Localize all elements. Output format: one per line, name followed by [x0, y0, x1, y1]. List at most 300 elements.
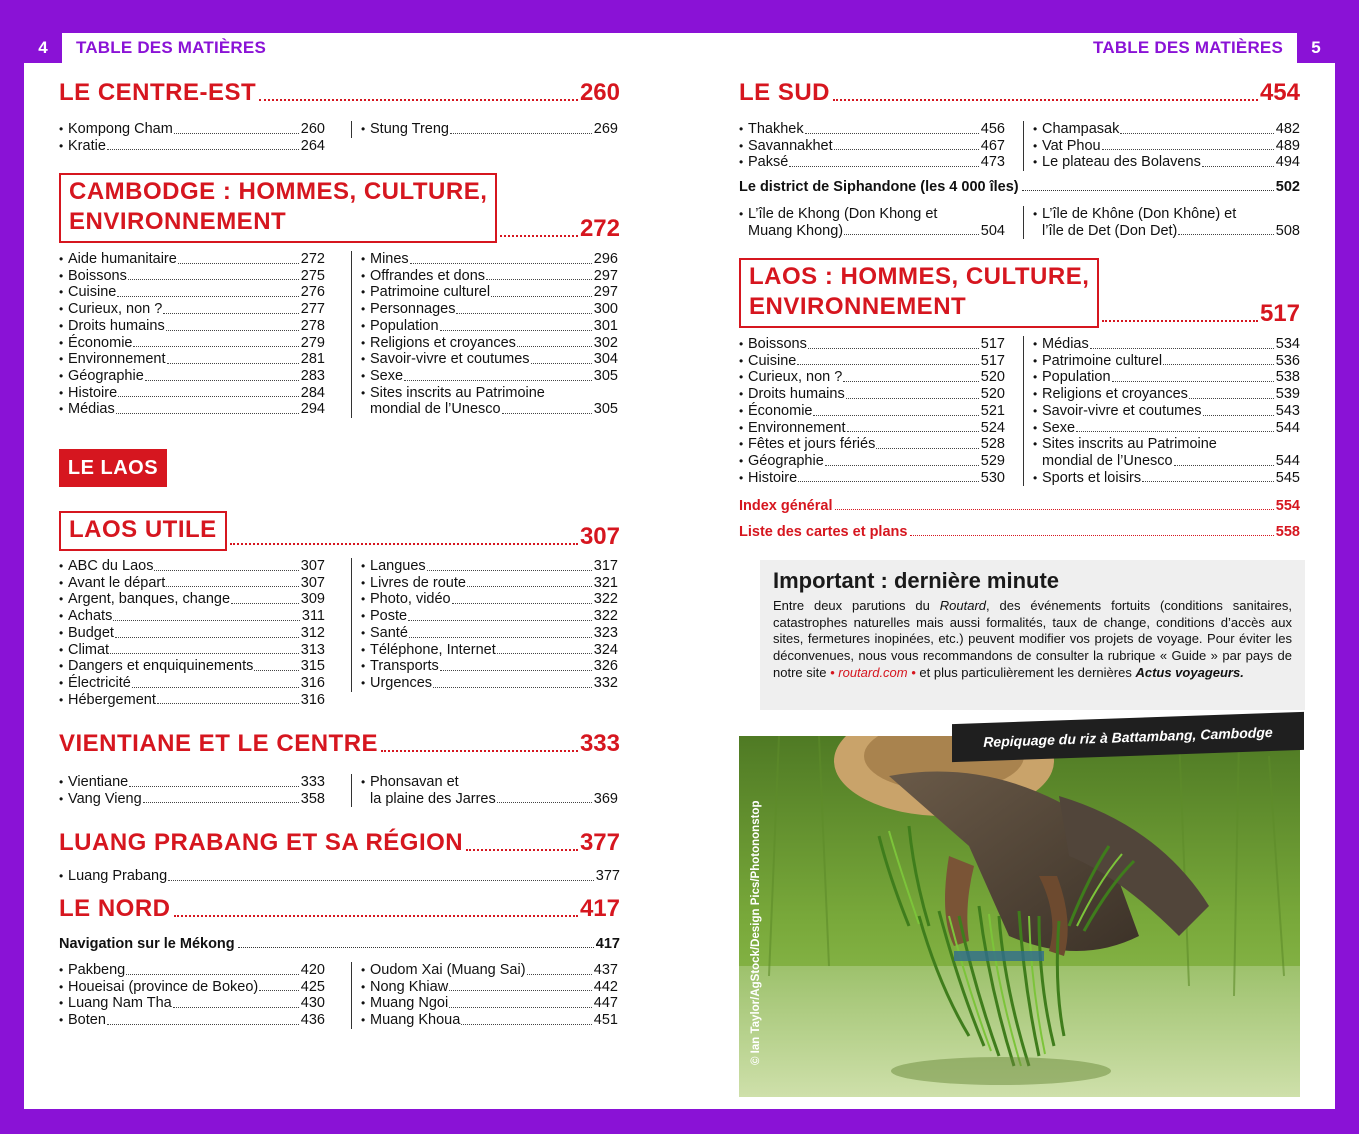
toc-column: [59, 251, 325, 418]
toc-item-label: Vang Vieng: [68, 790, 142, 807]
toc-item[interactable]: [361, 591, 618, 608]
toc-item-page: 517: [980, 352, 1005, 369]
toc-item-label: Muang Ngoi: [370, 995, 449, 1012]
toc-item-page: 539: [1275, 386, 1300, 403]
toc-item-page: 269: [593, 121, 618, 137]
section-vientiane[interactable]: [59, 730, 620, 758]
toc-item-label: Offrandes et dons: [370, 267, 486, 284]
toc-item[interactable]: [361, 268, 618, 285]
toc-item[interactable]: [59, 401, 325, 418]
toc-item[interactable]: [361, 608, 618, 625]
toc-item[interactable]: [59, 138, 325, 155]
section-cambodge[interactable]: [59, 173, 620, 243]
toc-item[interactable]: [361, 642, 618, 659]
section-title: LE NORD: [59, 895, 171, 922]
bullet: •: [739, 420, 744, 435]
bullet: •: [361, 963, 366, 977]
bullet: •: [361, 285, 366, 300]
toc-item-label: Économie: [748, 402, 813, 419]
toc-item-label: Patrimoine culturel: [1042, 352, 1163, 369]
toc-item-page: 420: [300, 962, 325, 978]
leader-dots: [157, 703, 299, 704]
bullet: •: [59, 592, 64, 607]
toc-item-label: Vat Phou: [1042, 137, 1101, 154]
section-page: 272: [579, 215, 620, 242]
toc-item[interactable]: [59, 774, 325, 791]
bullet: •: [361, 122, 366, 136]
toc-item-label: Thakhek: [748, 121, 804, 137]
toc-item[interactable]: [361, 121, 618, 138]
toc-item-page: 305: [593, 401, 618, 418]
toc-item[interactable]: [739, 403, 1005, 420]
toc-item-page: 358: [300, 790, 325, 807]
leader-dots: [452, 603, 592, 604]
toc-item-page: 536: [1275, 352, 1300, 369]
leader-dots: [163, 313, 298, 314]
section-title: LE CENTRE-EST: [59, 79, 257, 106]
toc-item[interactable]: • Sports et loisirs 545: [1033, 469, 1300, 486]
toc-item[interactable]: [59, 962, 325, 979]
toc-item[interactable]: [739, 386, 1005, 403]
bullet: •: [361, 592, 366, 607]
bullet: •: [59, 675, 64, 690]
toc-item-page: 300: [593, 301, 618, 318]
toc-item[interactable]: [361, 995, 618, 1012]
leader-dots: [1076, 431, 1274, 432]
toc-item-label: la plaine des Jarres: [370, 790, 496, 807]
toc-item[interactable]: [361, 351, 618, 368]
bullet: •: [59, 692, 64, 707]
toc-item[interactable]: [1033, 336, 1300, 353]
toc-item-multiline[interactable]: • Sites inscrits au Patrimoine mondial de l’Unesco 544: [1033, 436, 1300, 469]
toc-item[interactable]: [59, 625, 325, 642]
toc-item-label: Champasak: [1042, 121, 1120, 137]
toc-item-label: Boissons: [68, 267, 127, 284]
toc-item-label: Santé: [370, 624, 408, 641]
toc-subsection[interactable]: [739, 179, 1300, 195]
toc-item[interactable]: [739, 453, 1005, 470]
toc-item[interactable]: [59, 284, 325, 301]
toc-item-label: Sites inscrits au Patrimoine: [1042, 436, 1217, 453]
bullet: •: [1033, 370, 1038, 385]
section-luang-prabang[interactable]: [59, 829, 620, 857]
toc-column: [1023, 336, 1300, 486]
leader-dots: [107, 1024, 299, 1025]
toc-item-label: mondial de l’Unesco: [1042, 452, 1173, 469]
toc-item-label: Livres de route: [370, 574, 466, 591]
toc-item-page: 283: [300, 367, 325, 384]
toc-item[interactable]: [59, 558, 325, 575]
toc-item-page: 332: [593, 674, 618, 691]
leader-dots: [456, 313, 591, 314]
toc-item-page: 313: [300, 641, 325, 658]
section-title-line: LAOS : HOMMES, CULTURE,: [749, 263, 1090, 290]
leader-dots: [128, 279, 299, 280]
toc-item-label: Oudom Xai (Muang Sai): [370, 962, 526, 978]
important-text: Entre deux parutions du Routard, des événements fortuits (conditions sanitaires, catastrophes naturelles mais aussi formalités, taux de change, conditions d’accès aux sites, fermetures inopinées, etc.) peuvent modifier vos projets de voyage. Pour éviter les déconvenues, nous vous recommandons de consulter la rubrique « Guide » par pays de notre site • routard.com • et plus particulièrement les dernières Actus voyageurs.: [773, 598, 1292, 680]
toc-item[interactable]: [739, 369, 1005, 386]
leader-dots: [145, 380, 299, 381]
toc-item-label: Photo, vidéo: [370, 591, 451, 608]
toc-item-label: Sites inscrits au Patrimoine: [370, 384, 545, 401]
toc-item-multiline[interactable]: • Phonsavan et la plaine des Jarres 369: [361, 774, 618, 807]
section-page: 307: [579, 523, 620, 550]
bullet: •: [59, 302, 64, 317]
toc-item[interactable]: [361, 301, 618, 318]
toc-index[interactable]: [739, 498, 1300, 514]
leader-dots: [486, 279, 592, 280]
toc-item-label: Population: [370, 317, 439, 334]
toc-item-label: Cuisine: [68, 284, 117, 301]
toc-item-page: 277: [300, 301, 325, 318]
toc-item[interactable]: [1033, 154, 1300, 171]
toc-item[interactable]: [59, 385, 325, 402]
toc-column: [739, 336, 1005, 486]
bullet: •: [59, 1013, 64, 1028]
toc-item[interactable]: [59, 251, 325, 268]
toc-item[interactable]: [361, 335, 618, 352]
bullet: •: [59, 252, 64, 266]
bullet: •: [361, 675, 366, 690]
toc-item[interactable]: [361, 251, 618, 268]
leader-dots: [1090, 348, 1274, 349]
page-number: 5: [1297, 33, 1335, 63]
toc-item[interactable]: [59, 692, 325, 709]
toc-item-page: 333: [300, 774, 325, 790]
section-nord[interactable]: [59, 895, 620, 923]
leader-dots: [143, 802, 299, 803]
toc-column: [351, 774, 618, 807]
toc-item-page: 296: [593, 251, 618, 267]
bullet: •: [361, 1013, 366, 1028]
toc-column: [59, 121, 325, 154]
toc-item-label: Médias: [68, 401, 115, 418]
toc-item[interactable]: [361, 558, 618, 575]
section-title: LAOS UTILE: [59, 511, 227, 551]
toc-item[interactable]: [59, 575, 325, 592]
bullet: •: [739, 122, 744, 136]
bullet: •: [361, 302, 366, 317]
toc-column: [59, 558, 325, 708]
section-title-box: [59, 173, 497, 243]
leader-dots: [440, 670, 592, 671]
toc-item-page: 554: [1275, 498, 1300, 514]
toc-item-page: 544: [1275, 419, 1300, 436]
leader-dots: [825, 465, 979, 466]
toc-item[interactable]: [1033, 386, 1300, 403]
bullet: •: [739, 470, 744, 485]
toc-item-label: Poste: [370, 608, 408, 625]
toc-item-page: 529: [980, 452, 1005, 469]
toc-item[interactable]: [361, 284, 618, 301]
toc-item-label: Mines: [370, 251, 409, 267]
toc-item[interactable]: [739, 121, 1005, 138]
bullet: •: [361, 318, 366, 333]
toc-item-page: 545: [1275, 469, 1300, 486]
toc-cartes[interactable]: [739, 524, 1300, 540]
toc-column: [739, 206, 1005, 239]
toc-item-page: 322: [593, 608, 618, 625]
bullet: •: [739, 155, 744, 170]
toc-item[interactable]: [739, 470, 1005, 487]
toc-item-label: Stung Treng: [370, 121, 449, 137]
toc-item[interactable]: [361, 675, 618, 692]
leader-dots: [404, 380, 592, 381]
toc-item[interactable]: [739, 436, 1005, 453]
bullet: •: [1033, 387, 1038, 402]
toc-item-page: 305: [593, 367, 618, 384]
toc-item-label: Téléphone, Internet: [370, 641, 496, 658]
bullet: •: [361, 352, 366, 367]
leader-dots: [133, 346, 298, 347]
toc-item[interactable]: [59, 1012, 325, 1029]
toc-item-label: Transports: [370, 658, 439, 675]
section-laos-utile[interactable]: [59, 511, 620, 551]
toc-column: [351, 962, 618, 1029]
toc-item-label: Urgences: [370, 674, 433, 691]
toc-item-page: 279: [300, 334, 325, 351]
leader-dots: [789, 166, 978, 167]
leader-dots: [173, 1007, 299, 1008]
photo-illustration: [739, 736, 1300, 1097]
toc-item-label: Dangers et enquiquinements: [68, 658, 254, 675]
leader-dots: [1112, 381, 1274, 382]
toc-item-label: Paksé: [748, 154, 789, 171]
section-page: 260: [579, 79, 620, 106]
bullet: •: [59, 138, 64, 153]
leader-dots: [847, 431, 979, 432]
toc-item-label: Électricité: [68, 674, 131, 691]
toc-item-page: 302: [593, 334, 618, 351]
section-title: LE SUD: [739, 79, 831, 106]
toc-item[interactable]: [739, 420, 1005, 437]
bullet: •: [1033, 420, 1038, 435]
leader-dots: [440, 330, 592, 331]
toc-item[interactable]: [361, 368, 618, 385]
toc-item-page: 489: [1275, 137, 1300, 154]
toc-item[interactable]: [59, 301, 325, 318]
toc-item-page: 324: [593, 641, 618, 658]
leader-dots: [1163, 364, 1274, 365]
bullet: •: [59, 869, 64, 883]
toc-item-page: 544: [1275, 452, 1300, 469]
toc-item[interactable]: [59, 318, 325, 335]
toc-item-label: Avant le départ: [68, 574, 166, 591]
toc-item-page: 534: [1275, 336, 1300, 352]
toc-item-page: 307: [300, 574, 325, 591]
toc-item-label: Navigation sur le Mékong: [59, 936, 235, 952]
leader-dots: [461, 1024, 592, 1025]
toc-item[interactable]: [59, 335, 325, 352]
toc-item[interactable]: [59, 868, 620, 885]
toc-item-label: Patrimoine culturel: [370, 284, 491, 301]
toc-item[interactable]: [739, 154, 1005, 171]
toc-item[interactable]: [361, 979, 618, 996]
toc-item-page: 447: [593, 995, 618, 1012]
leader-dots: [259, 990, 299, 991]
toc-item[interactable]: [59, 351, 325, 368]
toc-item-page: 436: [300, 1012, 325, 1029]
toc-item[interactable]: [59, 121, 325, 138]
toc-item-page: 467: [980, 137, 1005, 154]
toc-item[interactable]: [739, 336, 1005, 353]
leader-dots: [527, 974, 592, 975]
toc-item-multiline[interactable]: • Sites inscrits au Patrimoine mondial de l’Unesco 305: [361, 384, 618, 418]
toc-item-label: Savoir-vivre et coutumes: [1042, 402, 1202, 419]
toc-item[interactable]: [361, 318, 618, 335]
toc-item-label: Kratie: [68, 137, 106, 154]
toc-item[interactable]: [59, 268, 325, 285]
toc-item[interactable]: [59, 791, 325, 808]
toc-item[interactable]: [59, 658, 325, 675]
toc-subsection[interactable]: [59, 936, 620, 952]
toc-item-label: Pakbeng: [68, 962, 126, 978]
toc-item-page: 430: [300, 995, 325, 1012]
toc-item-label: Savoir-vivre et coutumes: [370, 351, 530, 368]
toc-item-label: Langues: [370, 558, 426, 574]
toc-column: [59, 774, 325, 807]
bullet: •: [361, 659, 366, 674]
toc-item[interactable]: [1033, 353, 1300, 370]
toc-item-page: 323: [593, 624, 618, 641]
bullet: •: [59, 775, 64, 789]
toc-item[interactable]: [59, 675, 325, 692]
bullet: •: [59, 318, 64, 333]
bullet: •: [739, 437, 744, 452]
toc-item-label: Sexe: [370, 367, 404, 384]
bullet: •: [59, 659, 64, 674]
toc-item[interactable]: [59, 642, 325, 659]
toc-item[interactable]: [361, 658, 618, 675]
toc-item-label: Sports et loisirs: [1042, 469, 1142, 486]
toc-item-page: 482: [1275, 121, 1300, 137]
bullet: •: [59, 575, 64, 590]
toc-item-page: 317: [593, 558, 618, 574]
toc-item-label: Fêtes et jours fériés: [748, 436, 876, 453]
leader-dots: [449, 1007, 592, 1008]
toc-item-page: 377: [595, 868, 620, 884]
toc-item-page: 543: [1275, 402, 1300, 419]
bullet: •: [361, 996, 366, 1011]
section-title-line: ENVIRONNEMENT: [749, 293, 967, 320]
leader-dots: [410, 263, 592, 264]
toc-item-label: Religions et croyances: [1042, 386, 1188, 403]
bullet: •: [361, 252, 366, 266]
bullet: •: [739, 387, 744, 402]
toc-item-multiline[interactable]: • L’île de Khône (Don Khône) et l’île de Det (Don Det) 508: [1033, 206, 1300, 239]
toc-item[interactable]: [1033, 369, 1300, 386]
leader-dots: [154, 570, 298, 571]
toc-item[interactable]: [361, 1012, 618, 1029]
toc-item-page: 473: [980, 154, 1005, 171]
toc-item-label: Muang Khoua: [370, 1012, 461, 1029]
leader-dots: [433, 687, 592, 688]
right-page: [684, 33, 1335, 1109]
toc-item-label: Le district de Siphandone (les 4 000 îles): [739, 179, 1019, 195]
toc-item[interactable]: [1033, 121, 1300, 138]
important-box: [760, 560, 1305, 710]
leader-dots: [129, 786, 299, 787]
toc-column: [1023, 121, 1300, 171]
bullet: •: [59, 559, 64, 573]
section-page: 377: [579, 829, 620, 856]
running-title: TABLE DES MATIÈRES: [76, 38, 266, 57]
toc-item-label: Argent, banques, change: [68, 591, 231, 608]
bullet: •: [59, 963, 64, 977]
leader-dots: [834, 149, 979, 150]
toc-item[interactable]: [361, 962, 618, 979]
toc-item-label: Index général: [739, 498, 833, 514]
leader-dots: [166, 330, 299, 331]
leader-dots: [1120, 133, 1273, 134]
toc-item[interactable]: [59, 591, 325, 608]
toc-item[interactable]: [739, 138, 1005, 155]
toc-item-page: 281: [300, 351, 325, 368]
toc-item-label: Histoire: [68, 384, 118, 401]
toc-item-label: Cuisine: [748, 352, 797, 369]
toc-column: [1023, 206, 1300, 239]
toc-item-page: 297: [593, 267, 618, 284]
toc-item-label: Vientiane: [68, 774, 129, 790]
toc-item-label: Sexe: [1042, 419, 1076, 436]
toc-item-page: 528: [980, 436, 1005, 453]
toc-item-label: Population: [1042, 369, 1111, 386]
toc-item-page: 451: [593, 1012, 618, 1029]
section-centre-est[interactable]: [59, 79, 620, 107]
toc-item-label: Curieux, non ?: [748, 369, 843, 386]
toc-item[interactable]: [1033, 403, 1300, 420]
leader-dots: [167, 363, 299, 364]
toc-item[interactable]: [59, 368, 325, 385]
toc-item[interactable]: [739, 353, 1005, 370]
toc-item-page: 322: [593, 591, 618, 608]
bullet: •: [59, 122, 64, 136]
toc-item-page: 504: [980, 222, 1005, 239]
toc-item-page: 309: [300, 591, 325, 608]
toc-item-page: 369: [593, 790, 618, 807]
leader-dots: [117, 296, 298, 297]
toc-item-label: Histoire: [748, 469, 798, 486]
toc-item[interactable]: [361, 575, 618, 592]
toc-item[interactable]: [1033, 420, 1300, 437]
toc-item[interactable]: [1033, 138, 1300, 155]
bullet: •: [1033, 403, 1038, 418]
toc-item-page: 524: [980, 419, 1005, 436]
section-sud[interactable]: [739, 79, 1300, 107]
bullet: •: [59, 642, 64, 657]
toc-item[interactable]: [59, 995, 325, 1012]
toc-item-label: mondial de l’Unesco: [370, 401, 501, 418]
leader-dots: [166, 586, 299, 587]
toc-item-page: 316: [300, 691, 325, 708]
toc-item-page: 276: [300, 284, 325, 301]
bullet: •: [361, 268, 366, 283]
leader-dots: [254, 670, 298, 671]
toc-item-label: Boissons: [748, 336, 807, 352]
leader-dots: [449, 990, 592, 991]
toc-item-page: 425: [300, 978, 325, 995]
section-laos-hommes-culture[interactable]: [739, 258, 1300, 328]
leader-dots: [1203, 415, 1274, 416]
routard-link[interactable]: • routard.com •: [830, 664, 916, 680]
toc-item[interactable]: [59, 608, 325, 625]
toc-item-multiline[interactable]: • L’île de Khong (Don Khong et Muang Khong) 504: [739, 206, 1005, 239]
bullet: •: [59, 368, 64, 383]
toc-item[interactable]: [59, 979, 325, 996]
toc-item[interactable]: [361, 625, 618, 642]
leader-dots: [846, 398, 979, 399]
bullet: •: [1033, 138, 1038, 153]
